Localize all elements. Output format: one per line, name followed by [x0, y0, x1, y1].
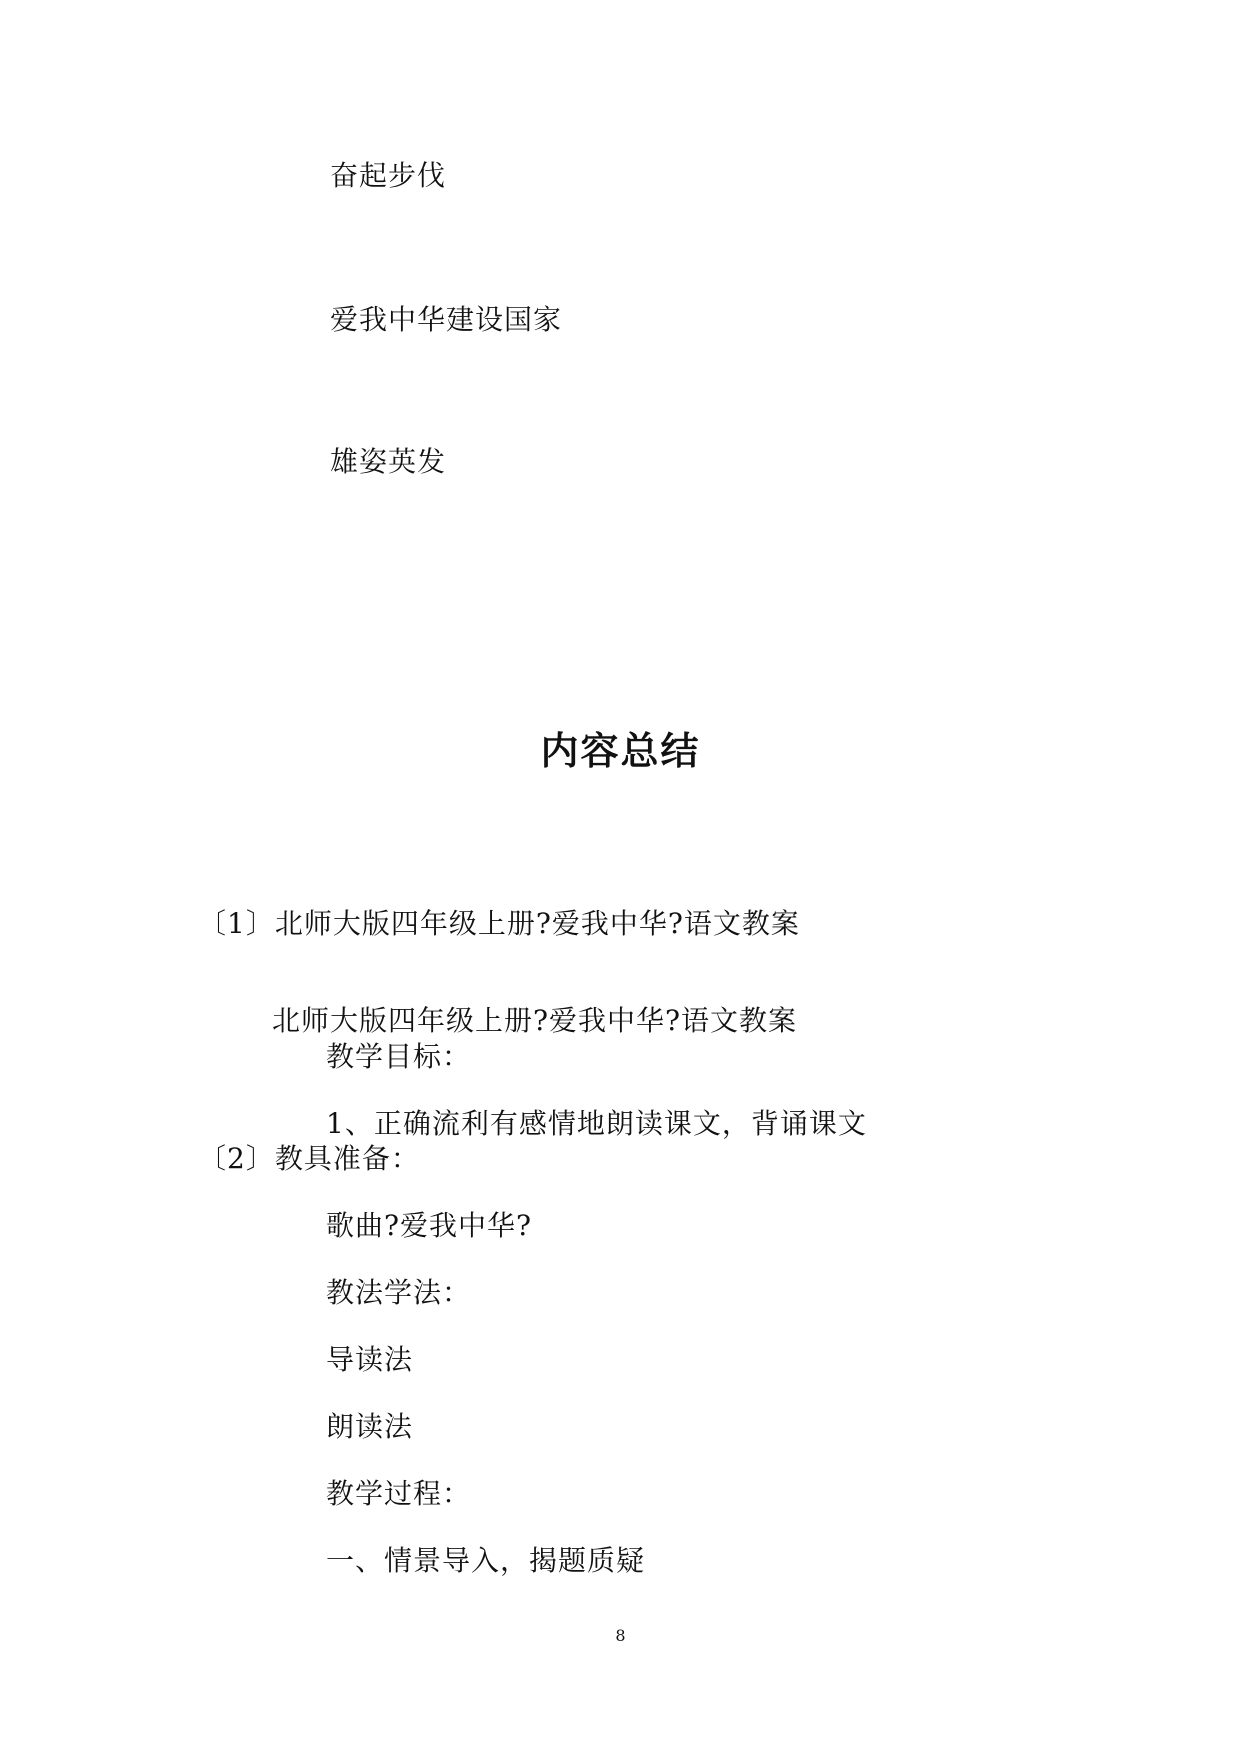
process-step-1: 一、情景导入，揭题质疑: [326, 1544, 646, 1577]
song-line: 歌曲?爱我中华?: [326, 1209, 533, 1242]
page-number: 8: [615, 1626, 626, 1645]
objectives-label: 教学目标：: [326, 1040, 472, 1073]
process-label: 教学过程：: [326, 1477, 472, 1510]
method-2: 朗读法: [326, 1410, 414, 1443]
poem-line-1: 奋起步伐: [330, 159, 447, 192]
summary-item-1-title: 北师大版四年级上册?爱我中华?语文教案: [272, 1004, 798, 1037]
summary-item-1: 〔1〕北师大版四年级上册?爱我中华?语文教案: [198, 907, 800, 940]
method-1: 导读法: [326, 1343, 414, 1376]
poem-line-2: 爱我中华建设国家: [330, 303, 563, 336]
objective-1: 1、正确流利有感情地朗读课文，背诵课文: [326, 1107, 867, 1140]
summary-item-2: 〔2〕教具准备：: [198, 1142, 420, 1175]
poem-line-3: 雄姿英发: [330, 445, 447, 478]
summary-heading: 内容总结: [540, 729, 701, 773]
methods-label: 教法学法：: [326, 1276, 472, 1309]
